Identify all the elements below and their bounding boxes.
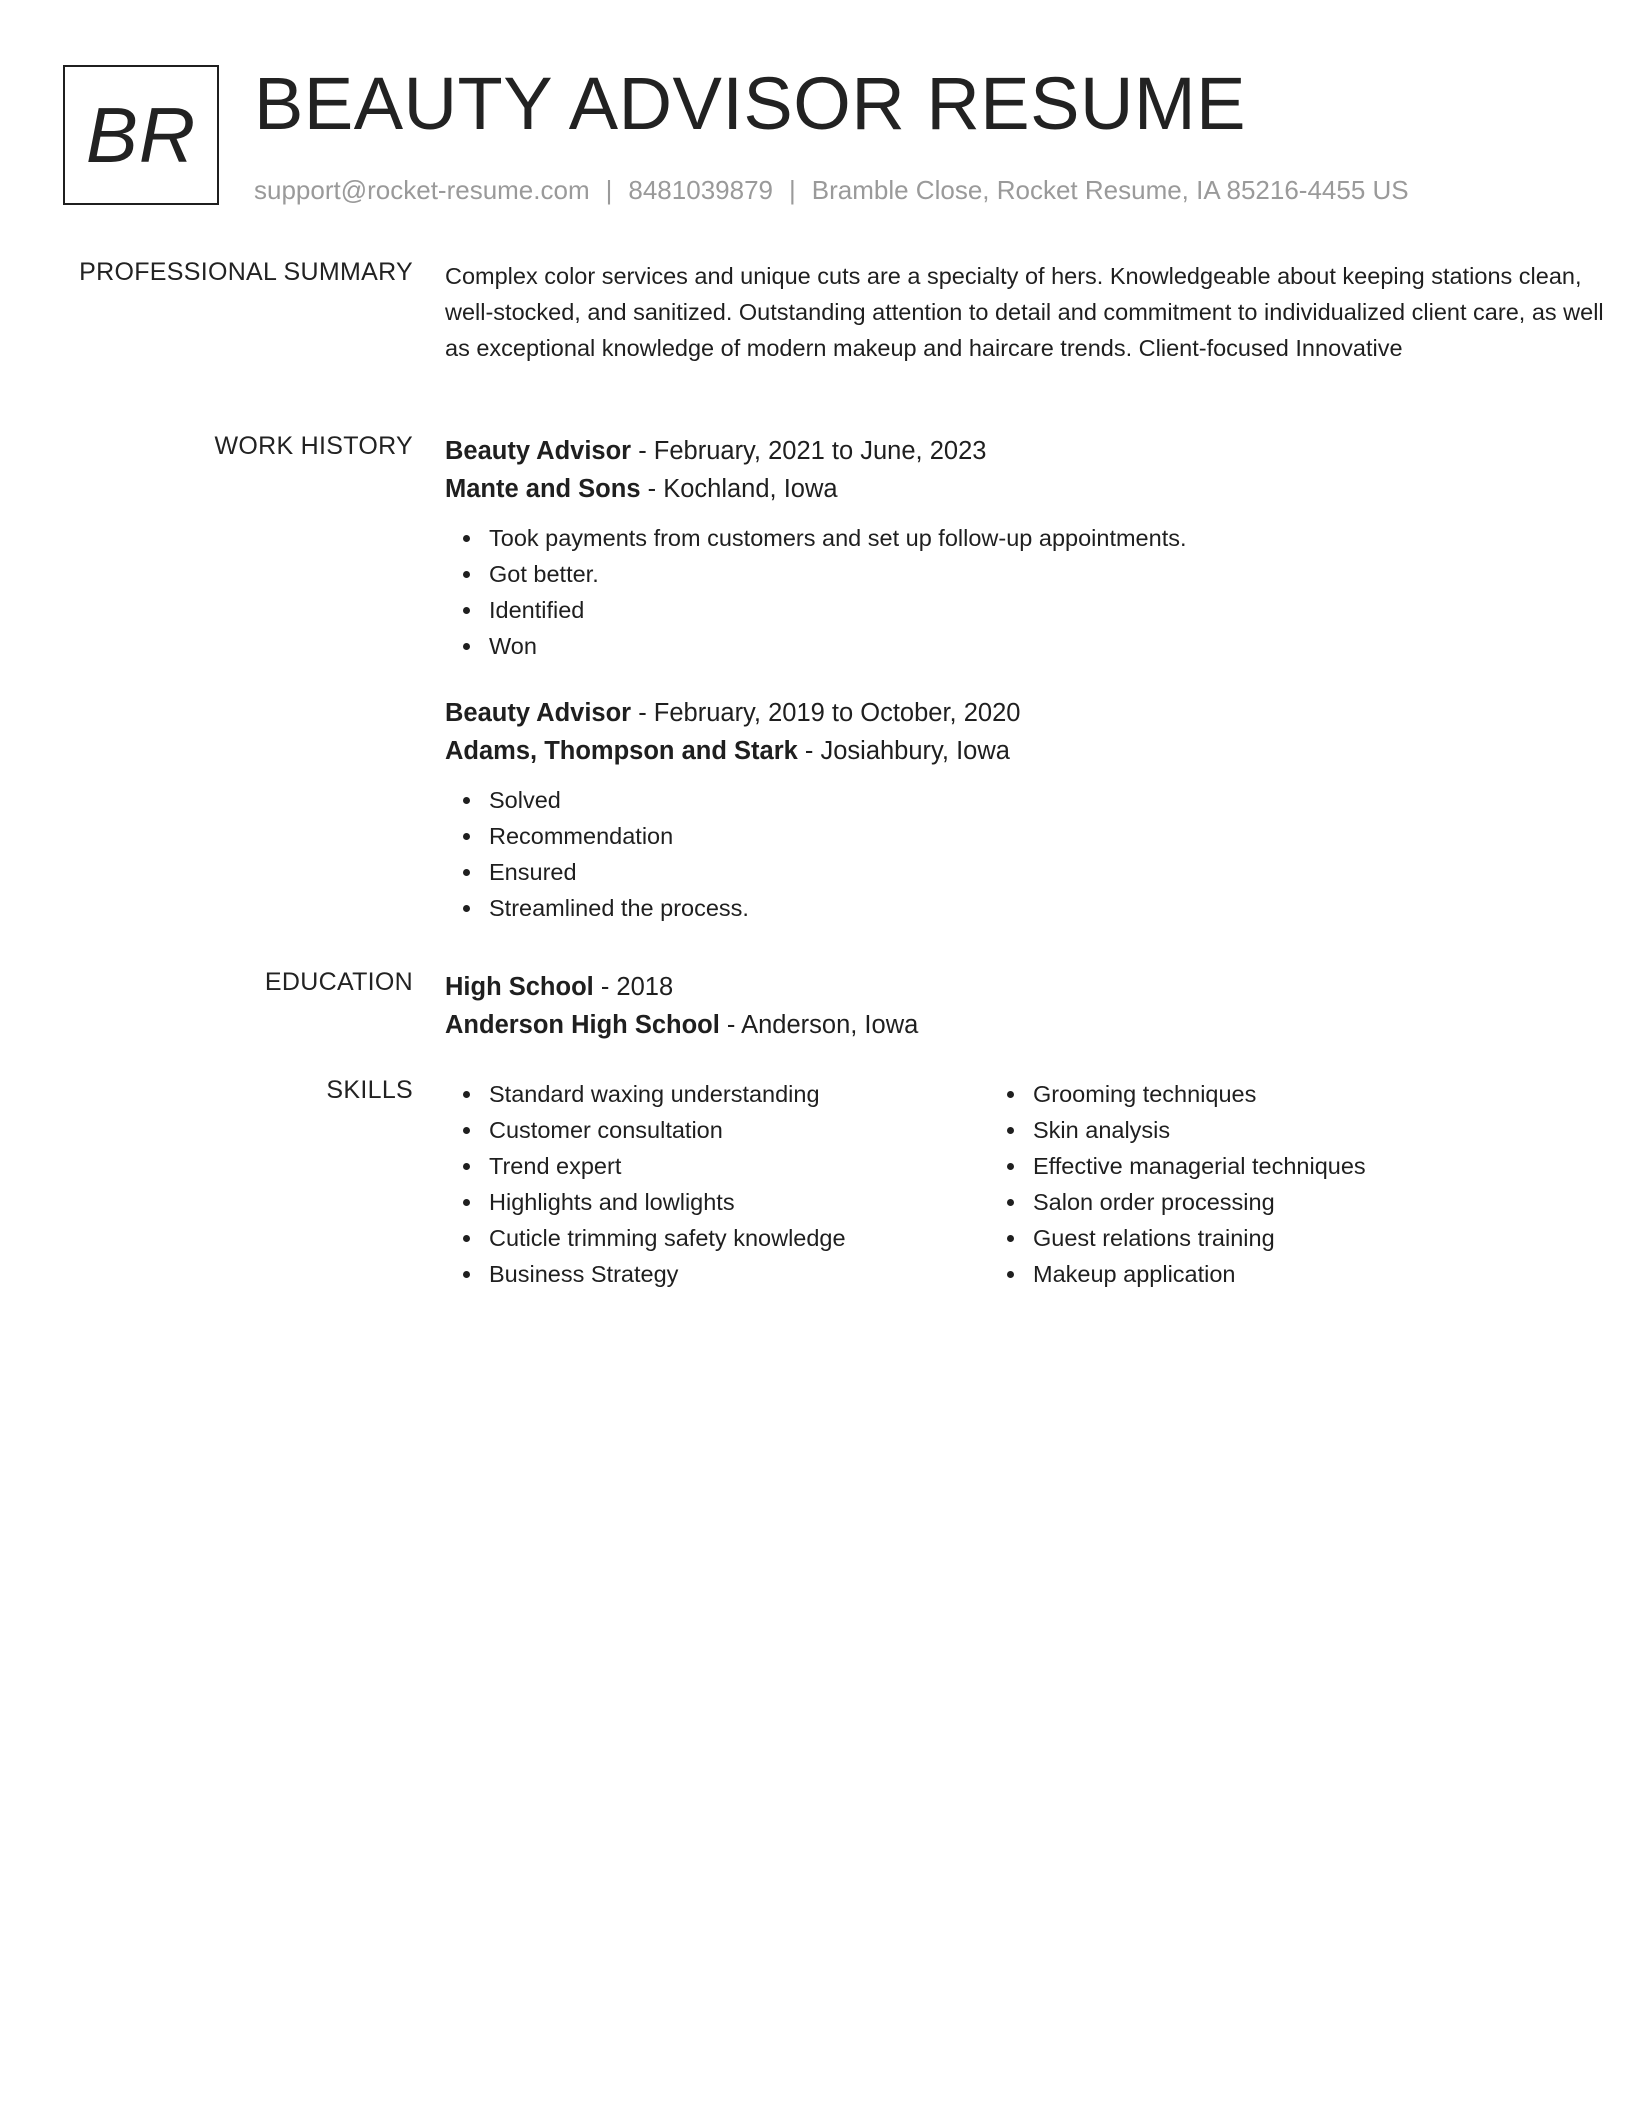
job-company: Mante and Sons [445,475,641,503]
list-item: Effective managerial techniques [1033,1148,1593,1184]
contact-separator: | [605,175,613,205]
job-company-line [445,470,1605,508]
education-school: Anderson High School [445,1011,720,1039]
work-history-body [445,432,1605,926]
job-entry [445,694,1605,926]
job-title: Beauty Advisor [445,699,632,727]
list-item: Got better. [489,556,1605,592]
list-item: Streamlined the process. [489,890,1605,926]
skills-list-left [445,1076,989,1292]
contact-phone: 8481039879 [628,175,773,205]
job-dates: - February, 2021 to June, 2023 [631,437,987,465]
job-bullets [445,520,1605,664]
job-dates: - February, 2019 to October, 2020 [631,699,1021,727]
contact-line [254,175,1409,206]
contact-separator: | [789,175,796,205]
skills-label: SKILLS [326,1076,413,1104]
list-item: Took payments from customers and set up follow-up appointments. [489,520,1605,556]
summary-body [445,258,1605,366]
skills-body [445,1076,1605,1292]
job-location: - Kochland, Iowa [640,475,838,503]
contact-address: Bramble Close, Rocket Resume, IA 85216-4455 US [811,175,1409,205]
list-item: Grooming techniques [1033,1076,1593,1112]
list-item: Recommendation [489,818,1605,854]
list-item: Ensured [489,854,1605,890]
list-item: Makeup application [1033,1256,1593,1292]
education-label: EDUCATION [264,968,413,996]
skills-columns [445,1076,1605,1292]
job-company: Adams, Thompson and Stark [445,737,798,765]
job-title-line [445,694,1605,732]
job-company-line [445,732,1605,770]
resume-header [63,62,1563,210]
list-item: Cuticle trimming safety knowledge [489,1220,989,1256]
list-item: Customer consultation [489,1112,989,1148]
job-bullets [445,782,1605,926]
skills-list-right [989,1076,1593,1292]
education-body [445,968,1605,1044]
education-school-line [445,1006,1605,1044]
list-item: Trend expert [489,1148,989,1184]
list-item: Standard waxing understanding [489,1076,989,1112]
list-item: Won [489,628,1605,664]
list-item: Business Strategy [489,1256,989,1292]
education-year: - 2018 [593,973,674,1001]
job-title: Beauty Advisor [445,437,632,465]
summary-label: PROFESSIONAL SUMMARY [79,258,413,286]
list-item: Guest relations training [1033,1220,1593,1256]
job-entry [445,432,1605,664]
resume-title: BEAUTY ADVISOR RESUME [254,62,1246,145]
monogram-logo: BR [63,65,219,205]
education-degree-line [445,968,1605,1006]
list-item: Skin analysis [1033,1112,1593,1148]
summary-text: Complex color services and unique cuts are a specialty of hers. Knowledgeable about keeping stations clean, well-stocked, and sanitized. Outstanding attention to detail and commitment to individualized client care, as well as exceptional knowledge of modern makeup and haircare trends. Client-focused Innovative [445,263,1604,361]
education-degree: High School [445,973,594,1001]
list-item: Solved [489,782,1605,818]
job-title-line [445,432,1605,470]
job-location: - Josiahbury, Iowa [797,737,1010,765]
list-item: Identified [489,592,1605,628]
contact-email: support@rocket-resume.com [254,175,590,205]
education-location: - Anderson, Iowa [719,1011,919,1039]
list-item: Salon order processing [1033,1184,1593,1220]
work-history-label: WORK HISTORY [214,432,413,460]
list-item: Highlights and lowlights [489,1184,989,1220]
